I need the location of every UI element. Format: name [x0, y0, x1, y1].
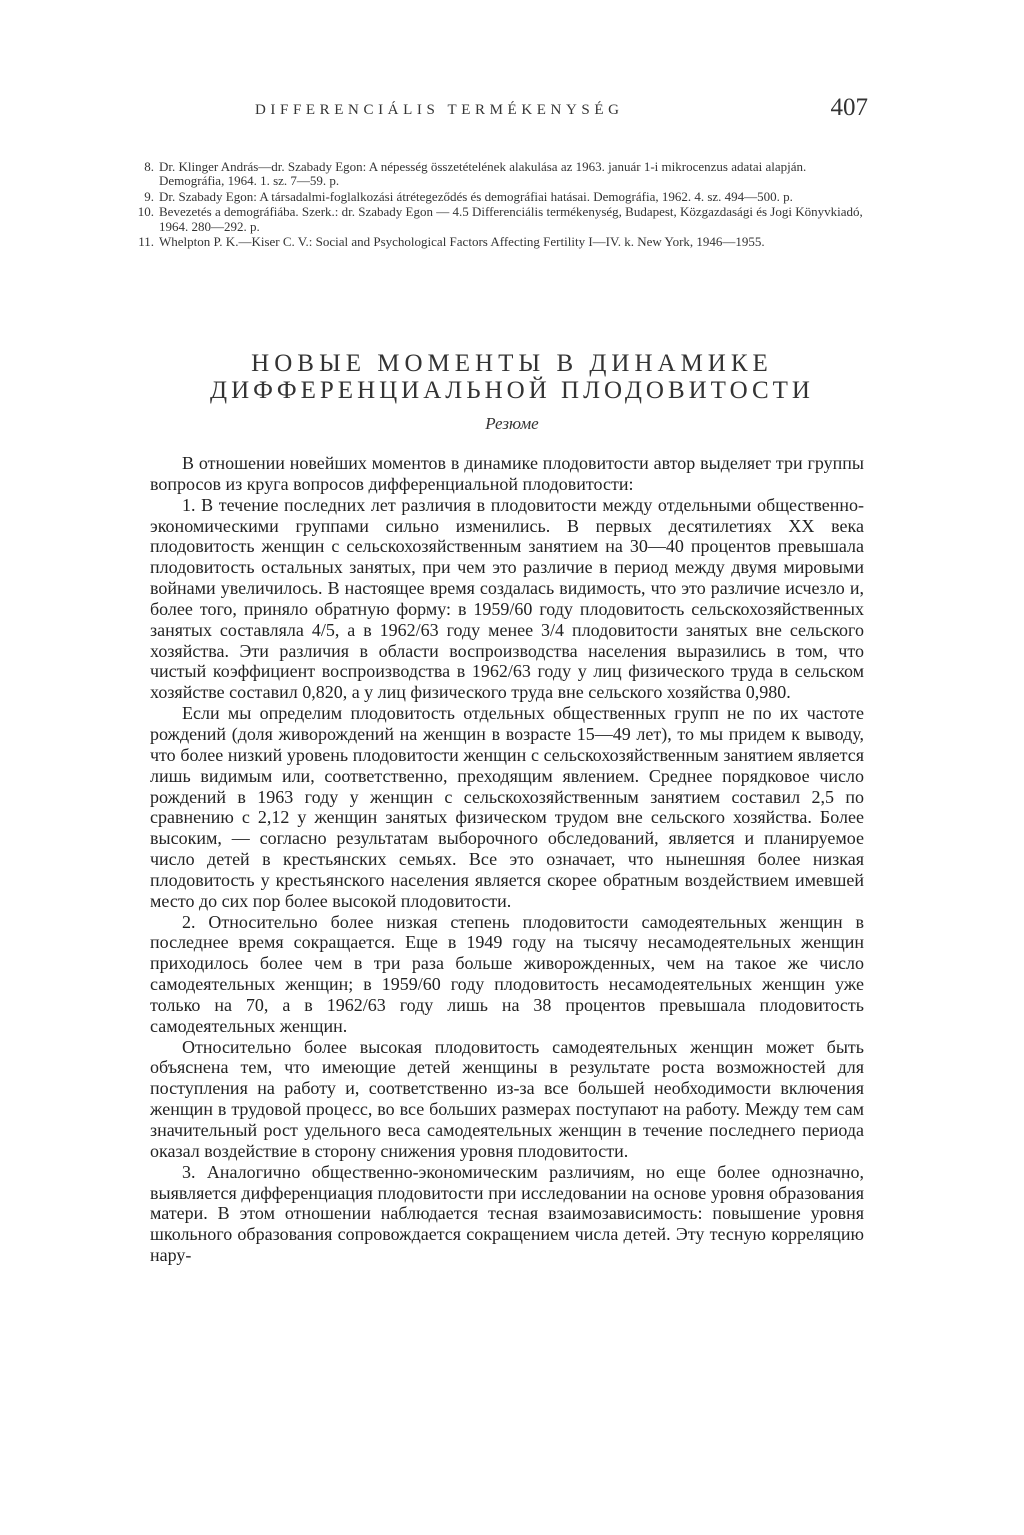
reference-text: Bevezetés a demográfiába. Szerk.: dr. Szabady Egon — 4.5 Differenciális termékenység, Budapest, Közgazdasági és Jogi Könyvkiadó, 1964. 280—292. p.: [159, 204, 863, 234]
article-title-line-2: ДИФФЕРЕНЦИАЛЬНОЙ ПЛОДОВИТОСТИ: [210, 377, 814, 404]
reference-text: Dr. Klinger András—dr. Szabady Egon: A népesség összetételének alakulása az 1963. január 1-i mikrocenzus adatai alapján. Demográfia, 1964. 1. sz. 7—59. p.: [159, 159, 807, 189]
reference-item: [138, 205, 868, 234]
article-title-line-1: НОВЫЕ МОМЕНТЫ В ДИНАМИКЕ: [251, 350, 773, 377]
summary-heading: Резюме: [485, 414, 539, 433]
reference-number: 9.: [144, 188, 154, 204]
reference-number: 8.: [144, 159, 154, 174]
paragraph: Относительно более высокая плодовитость самодеятельных женщин может быть объяснена тем, что имеющие детей женщины в результате роста возможностей для поступления на работу и, соответственно из-за все большей необходимости включения женщин в трудовой процесс, во все больших размерах поступают на работу. Между тем сам значительный рост удельного веса самодеятельных женщин в течение последнего периода оказал воздействие в сторону снижения уровня плодовитости.: [150, 1036, 864, 1161]
reference-number: 10.: [137, 204, 154, 220]
paragraph: Если мы определим плодовитость отдельных общественных групп не по их частоте рождений (доля живорождений на женщин в возрасте 15—49 лет), то мы придем к выводу, что более низкий уровень плодовитости женщин с сельскохозяйственным занятием является лишь видимым или, соответственно, преходящим явлением. Среднее порядковое число рождений в 1963 году у женщин с сельскохозяйственным занятием составил 2,5 по сравнению с 2,12 у женщин занятых физическом трудом вне сельского хозяйства. Более высоким, — согласно результатам выборочного обследований, является и планируемое число детей в крестьянских семьях. Все это означает, что нынешняя более низкая плодовитость у крестьянского населения является скорее обратным воздействием имевшей место до сих пор более высокой плодовитости.: [150, 703, 864, 911]
reference-text: Whelpton P. K.—Kiser C. V.: Social and Psychological Factors Affecting Fertility I—IV. k. New York, 1946—1955.: [159, 234, 765, 250]
reference-text: Dr. Szabady Egon: A társadalmi-foglalkozási átrétegeződés és demográfiai hatásai. Demográfia, 1962. 4. sz. 494—500. p.: [159, 188, 793, 204]
summary-body: [150, 453, 864, 1266]
page-number: 407: [830, 94, 868, 121]
reference-item: [138, 235, 868, 249]
paragraph: 2. Относительно более низкая степень плодовитости самодеятельных женщин в последнее время сокращается. Еще в 1949 году на тысячу несамодеятельных женщин приходилось более чем в три раза больше живорожденных, чем на такое же число самодеятельных женщин; в 1959/60 году плодовитость несамодеятельных женщин уже только на 70, а в 1962/63 году лишь на 38 процентов превышала плодовитость самодеятельных женщин.: [150, 911, 864, 1036]
paragraph: 1. В течение последних лет различия в плодовитости между отдельными общественно-экономическими группами сильно изменились. В первых десятилетиях XX века плодовитость женщин с сельскохозяйственным занятием на 30—40 процентов превышала плодовитость остальных занятых, при чем это различие в период между двумя мировыми войнами увеличилось. В настоящее время создалась видимость, что это различие исчезло и, более того, приняло обратную форму: в 1959/60 году плодовитость сельскохозяйственных занятых составляла 4/5, а в 1962/63 году менее 3/4 плодовитости занятых вне сельского хозяйства. Эти различия в области воспроизводства населения выразились в том, что чистый коэффициент воспроизводства в 1962/63 году у лиц физического труда в сельском хозяйстве составил 0,820, а у лиц физического труда вне сельского хозяйства 0,980.: [150, 494, 864, 703]
paragraph: В отношении новейших моментов в динамике плодовитости автор выделяет три группы вопросов из круга вопросов дифференциальной плодовитости:: [150, 453, 864, 494]
running-title: DIFFERENCIÁLIS TERMÉKENYSÉG: [255, 102, 624, 118]
reference-list: [138, 160, 868, 250]
running-head: [0, 94, 1024, 134]
reference-item: [138, 190, 868, 204]
reference-item: [138, 160, 868, 189]
reference-number: 11.: [138, 234, 154, 250]
paragraph: 3. Аналогично общественно-экономическим различиям, но еще более однозначно, выявляется дифференциация плодовитости при исследовании на основе уровня образования матери. В этом отношении наблюдается тесная взаимозависимость: повышение уровня школьного образования сопровождается сокращением числа детей. Эту тесную корреляцию нару-: [150, 1161, 864, 1266]
